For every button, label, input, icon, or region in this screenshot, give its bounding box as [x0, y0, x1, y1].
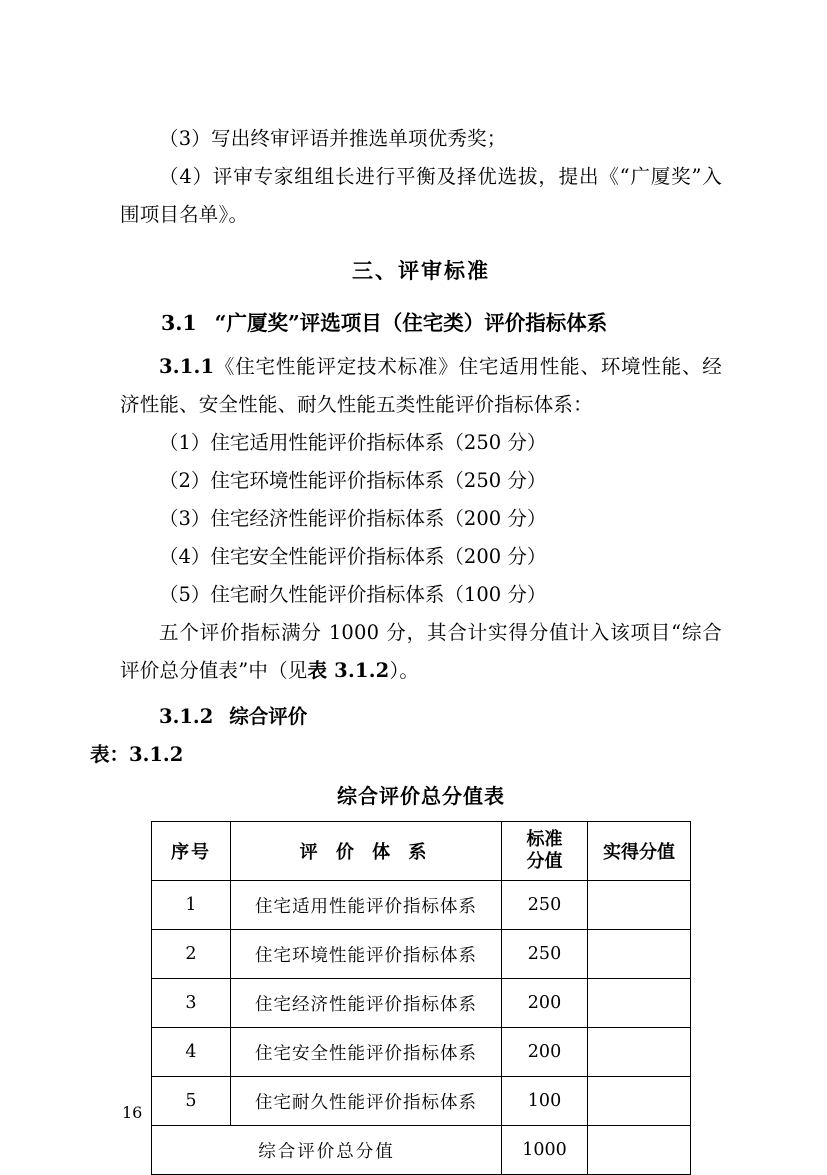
- row-actual[interactable]: [588, 930, 691, 979]
- row-actual[interactable]: [588, 881, 691, 930]
- score-table: [151, 821, 691, 1175]
- summary-part-1: 五个评价指标满分 1000 分，其合计实得分值计入该项目“综合评价总分值表”中（见: [120, 621, 722, 682]
- table-header-row: [152, 822, 691, 881]
- sub-heading-number: 3.1: [161, 311, 197, 335]
- row-no: 3: [152, 979, 231, 1028]
- clause-3-1-2-number: 3.1.2: [159, 705, 214, 728]
- row-actual[interactable]: [588, 979, 691, 1028]
- total-standard: 1000: [502, 1126, 588, 1175]
- row-system: 住宅安全性能评价指标体系: [231, 1028, 502, 1077]
- row-actual[interactable]: [588, 1077, 691, 1126]
- header-system: 评 价 体 系: [231, 822, 502, 881]
- sub-heading-text: “广厦奖”评选项目（住宅类）评价指标体系: [214, 311, 608, 335]
- table-row: [152, 979, 691, 1028]
- total-label: 综合评价总分值: [152, 1126, 502, 1175]
- table-total-row: [152, 1126, 691, 1175]
- header-standard: [502, 822, 588, 881]
- sub-heading: [120, 304, 722, 342]
- header-no: 序号: [152, 822, 231, 881]
- summary-paragraph: [120, 614, 722, 690]
- row-no: 5: [152, 1077, 231, 1126]
- row-system: 住宅适用性能评价指标体系: [231, 881, 502, 930]
- clause-3-1-1-number: 3.1.1: [159, 355, 215, 378]
- header-standard-line1: 标准: [526, 829, 563, 850]
- table-row: [152, 881, 691, 930]
- row-system: 住宅环境性能评价指标体系: [231, 930, 502, 979]
- index-item-4: （4）住宅安全性能评价指标体系（200 分）: [159, 545, 547, 568]
- total-actual[interactable]: [588, 1126, 691, 1175]
- row-standard: 100: [502, 1077, 588, 1126]
- row-standard: 250: [502, 930, 588, 979]
- page-number: 16: [122, 1103, 143, 1122]
- table-row: [152, 1077, 691, 1126]
- table-row: [152, 930, 691, 979]
- row-no: 1: [152, 881, 231, 930]
- row-standard: 200: [502, 979, 588, 1028]
- intro-item-4: （4）评审专家组组长进行平衡及择优选拔，提出《“广厦奖”入围项目名单》。: [120, 165, 722, 226]
- clause-3-1-1-text: 《住宅性能评定技术标准》住宅适用性能、环境性能、经济性能、安全性能、耐久性能五类性能评价指标体系：: [120, 355, 722, 416]
- header-standard-line2: 分值: [526, 851, 563, 872]
- row-standard: 250: [502, 881, 588, 930]
- clause-3-1-1: [120, 348, 722, 424]
- row-system: 住宅耐久性能评价指标体系: [231, 1077, 502, 1126]
- row-system: 住宅经济性能评价指标体系: [231, 979, 502, 1028]
- table-title: 综合评价总分值表: [337, 784, 505, 808]
- clause-3-1-2-heading: [120, 698, 722, 736]
- row-no: 2: [152, 930, 231, 979]
- row-no: 4: [152, 1028, 231, 1077]
- table-label: 表：3.1.2: [90, 743, 184, 766]
- summary-part-2: ）。: [389, 659, 420, 682]
- row-actual[interactable]: [588, 1028, 691, 1077]
- index-item-1: （1）住宅适用性能评价指标体系（250 分）: [159, 431, 547, 454]
- header-actual: 实得分值: [588, 822, 691, 881]
- index-item-3: （3）住宅经济性能评价指标体系（200 分）: [159, 507, 547, 530]
- table-row: [152, 1028, 691, 1077]
- clause-3-1-2-text: 综合评价: [229, 705, 308, 728]
- row-standard: 200: [502, 1028, 588, 1077]
- summary-table-ref: 表 3.1.2: [307, 659, 390, 682]
- section-heading: 三、评审标准: [352, 258, 490, 283]
- index-item-2: （2）住宅环境性能评价指标体系（250 分）: [159, 469, 547, 492]
- intro-item-3: （3）写出终审评语并推选单项优秀奖；: [159, 127, 507, 150]
- index-item-5: （5）住宅耐久性能评价指标体系（100 分）: [159, 583, 547, 606]
